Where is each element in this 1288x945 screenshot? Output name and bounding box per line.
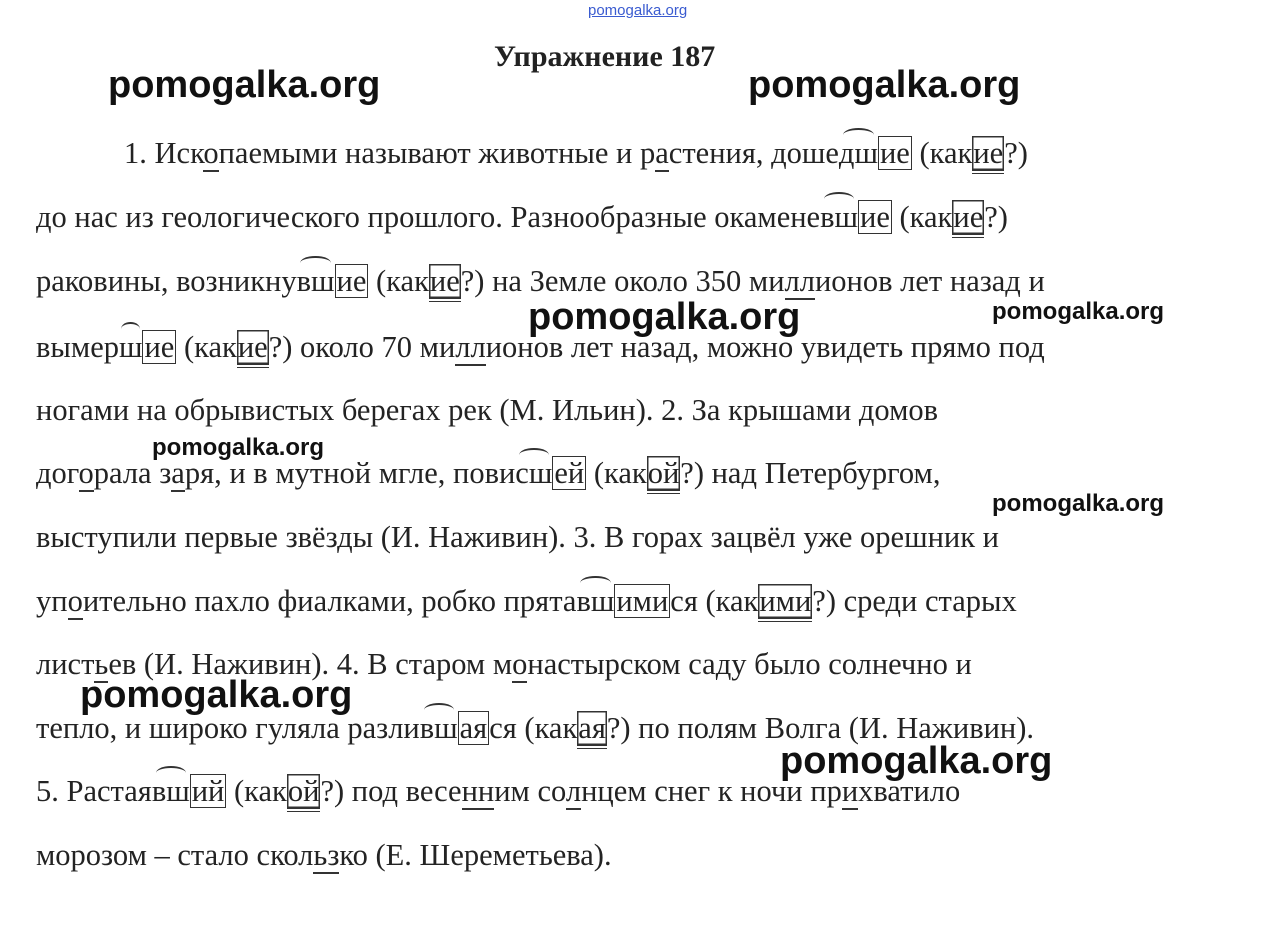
watermark-4: pomogalka.org <box>992 298 1165 325</box>
suffix-mark: вш <box>419 711 458 745</box>
text-line-5: ногами на обрывистых берегах рек (М. Ильин). 2. За крышами домов <box>36 393 939 427</box>
watermark-5: pomogalka.org <box>152 434 325 461</box>
suffix-mark: дш <box>838 136 878 170</box>
watermark-6: pomogalka.org <box>992 490 1165 517</box>
question-ending: ими <box>758 584 812 622</box>
ending-box: ий <box>191 774 225 808</box>
exercise-title: Упражнение 187 <box>494 40 716 73</box>
text-line-10: тепло, и широко гуляла разлившаяся (какая?) по полям Волга (И. Наживин). <box>36 711 1034 746</box>
question-ending: ие <box>972 136 1004 174</box>
suffix-mark: ш <box>118 330 143 364</box>
question-ending: ой <box>647 456 681 494</box>
ending-box: ая <box>459 711 488 745</box>
watermark-8: pomogalka.org <box>780 740 1053 782</box>
watermark-2: pomogalka.org <box>748 64 1021 106</box>
watermark-1: pomogalka.org <box>108 64 381 106</box>
question-ending: ие <box>952 200 984 238</box>
ending-box: ие <box>860 200 890 234</box>
site-link[interactable]: pomogalka.org <box>588 2 688 19</box>
suffix-mark: вш <box>151 774 190 808</box>
watermark-7: pomogalka.org <box>80 674 353 716</box>
text-line-8: упоительно пахло фиалками, робко прятавшимися (какими?) среди старых <box>36 584 1017 619</box>
text-line-2: до нас из геологического прошлого. Разнообразные окаменевшие (какие?) <box>36 200 1008 235</box>
ending-box: ие <box>336 264 367 298</box>
text-line-7: выступили первые звёзды (И. Наживин). 3. В горах зацвёл уже орешник и <box>36 520 999 554</box>
ending-box: ими <box>616 584 669 618</box>
text-line-3: раковины, возникнувшие (какие?) на Земле около 350 миллионов лет назад и <box>36 264 1045 299</box>
watermark-3: pomogalka.org <box>528 296 801 338</box>
text-line-9: листьев (И. Наживин). 4. В старом монастырском саду было солнечно и <box>36 647 972 681</box>
ending-box: ей <box>554 456 585 490</box>
suffix-mark: вш <box>820 200 858 234</box>
text-line-11: 5. Растаявший (какой?) под весенним солнцем снег к ночи прихватило <box>36 774 960 809</box>
ending-box: ие <box>879 136 910 170</box>
text-line-6: догорала заря, и в мутной мгле, повисшей (какой?) над Петербургом, <box>36 456 940 491</box>
question-ending: ие <box>237 330 269 368</box>
suffix-mark: вш <box>296 264 335 298</box>
question-ending: ой <box>287 774 321 812</box>
suffix-mark: сш <box>515 456 553 490</box>
question-ending: ая <box>577 711 607 749</box>
text-line-4: вымершие (какие?) около 70 миллионов лет назад, можно увидеть прямо под <box>36 330 1045 365</box>
suffix-mark: вш <box>576 584 615 618</box>
text-line-1: 1. Ископаемыми называют животные и растения, дошедшие (какие?) <box>124 136 1028 171</box>
text-line-12: морозом – стало скользко (Е. Шереметьева). <box>36 838 612 872</box>
question-ending: ие <box>429 264 461 302</box>
ending-box: ие <box>144 330 175 364</box>
